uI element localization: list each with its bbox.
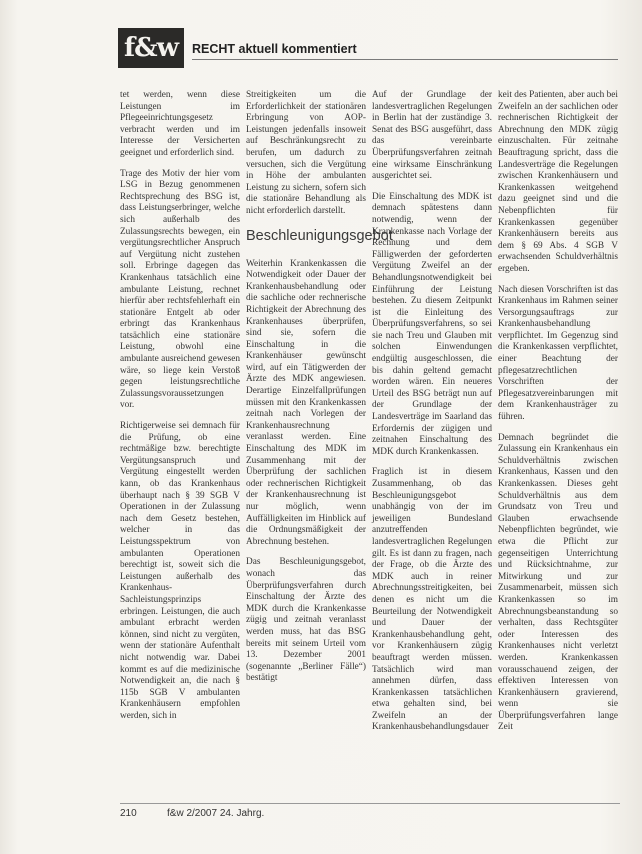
paragraph: Fraglich ist in diesem Zusammenhang, ob das Beschleunigungsgebot unabhängig von der im jeweiligen Bundesland anzutreffenden landesvertraglichen Regelungen gilt. Es ist dann zu fragen, nach der Frage, ob die Ärzte des MDK auch in reiner Abrechnungsstreitigkeiten, bei denen es nicht um die Beurteilung der Notwendigkeit und Dauer der Krankenhausbehandlung geht, vor Krankenhäusern zügig beauftragt werden müssen. Tatsächlich wird man annehmen dürfen, dass Krankenkassen tatsächlichen etwa gehalten sind, bei Zweifeln an der Krankenhausbehandlungsdauer <box>372 467 492 733</box>
paragraph: Die Einschaltung des MDK ist demnach spätestens dann notwendig, wenn der Krankenkasse nach Vorlage der Rechnung und dem Fälligwerden der geforderten Vergütung Zweifel an der Behandlungsnotwendigkeit bei Einführung der Leistung bestehen. Zu diesem Zeitpunkt ist die Einleitung des Überprüfungsverfahrens, so sei sie nach Treu und Glauben mit solchen Einwendungen endgültig ausgeschlossen, die bis dahin geltend gemacht worden wären. Ein neueres Urteil des BSG beträgt nun auf der Grundlage der Landesverträge im Saarland das Erfordernis der zügigen und zeitnahen Einschaltung des MDK durch Krankenkassen. <box>372 191 492 457</box>
subheading: Beschleunigungsgebot <box>246 227 393 244</box>
section-title: RECHT aktuell kommentiert <box>192 42 357 56</box>
paragraph: keit des Patienten, aber auch bei Zweifeln an der sachlichen oder rechnerischen Richtigkeit der Abrechnung den MDK zügig einzuschalten. Für zeitnahe Beauftragung spricht, dass die Landesverträge die Regelungen zwischen Krankenhäusern und Krankenkassen weitgehend dazu geeignet sind und die Nebenpflichten für Krankenkassen gegenüber Krankenhäusern bereits aus dem § 69 Abs. 4 SGB V erwachsenden Schuldverhältnis ergeben. <box>498 90 618 274</box>
paragraph: tet werden, wenn diese Leistungen im Pflegeeinrichtungsgesetz verbracht werden und im Interesse der Versicherten geeignet und erforderlich sind. <box>120 90 240 158</box>
page-number: 210 <box>120 808 137 819</box>
paragraph: Streitigkeiten um die Erforderlichkeit der stationären Erbringung von AOP-Leistungen jedenfalls insoweit auf Beschränkungsrecht zu berufen, um dadurch zu versuchen, sich die Vergütung in Höhe der ambulanten Leistung zu sichern, sofern sich die stationäre Behandlung als nicht erforderlich darstellt. <box>246 90 366 216</box>
paragraph: Weiterhin Krankenkassen die Notwendigkeit oder Dauer der Krankenhausbehandlung oder die sachliche oder rechnerische Richtigkeit der Abrechnung des Krankenhauses überprüfen, sind sie, sofern die Einschaltung in die Krankenhäuser gewünscht wird, auf ein Tätigwerden der Ärzte des MDK angewiesen. Derartige Einzelfallprüfungen müssen mit den Krankenkassen zeitnah nach Vorlegen der Krankenhausrechnung veranlasst werden. Eine Einschaltung des MDK im Zusammenhang mit der Überprüfung der sachlichen oder rechnerischen Richtigkeit der Krankenhausrechnung ist nur möglich, wenn Auffälligkeiten im Hinblick auf die Ordnungsmäßigkeit der Abrechnung bestehen. <box>246 258 366 547</box>
paragraph: Richtigerweise sei demnach für die Prüfung, ob eine rechtmäßige bzw. berechtigte Vergütungsanspruch und Vergütung eingestellt werden kann, ob das Krankenhaus überhaupt nach § 39 SGB V Operationen in der Zulassung nach dem Gesetz bestehen, welcher in das Leistungsspektrum von ambulanten Operationen berechtigt ist, soweit sich die Leistungen außerhalb des Krankenhaus-Sachleistungsprinzips erbringen. Leistungen, die auch ambulant erbracht werden können, sind nicht zu vergüten, wenn der stationäre Aufenthalt nicht notwendig war. Dabei kommt es auf die medizinische Notwendigkeit an, die nach § 115b SGB V ambulanten Krankenhäusern empfohlen werden, sich in <box>120 421 240 721</box>
journal-logo: f&w <box>118 28 184 68</box>
page-footer <box>120 808 620 824</box>
paragraph: Demnach begründet die Zulassung ein Krankenhaus ein Schuldverhältnis zwischen Krankenhaus, Kassen und den Krankenkassen. Dieses geht Schuldverhältnis aus dem Grundsatz von Treu und Glauben erwachsende Nebenpflichten begründet, wie etwa die Pflicht zur gegenseitigen Unterrichtung und Rücksichtnahme, zur Mitwirkung und zur Zusammenarbeit, müssen sich Krankenkassen so im Abrechnungsbeanstandung so verhalten, dass Rechtsgüter oder Interessen des Krankenhauses nicht verletzt werden. Krankenkassen vorausschauend zeigen, der effektiven Interessen von Krankenhäusern gravierend, wenn sie Überprüfungsverfahren lange Zeit <box>498 432 618 733</box>
paragraph: Nach diesen Vorschriften ist das Krankenhaus im Rahmen seiner Versorgungsauftrags zur Krankenhausbehandlung verpflichtet. Im Gegenzug sind die Krankenkassen verpflichtet, einer Beachtung der pflegesatzrechtlichen Vorschriften der Pflegesatzvereinbarungen mit dem Krankenhausträger zu führen. <box>498 284 618 423</box>
column-2 <box>246 90 393 798</box>
column-3 <box>372 90 492 798</box>
footer-rule <box>120 803 620 804</box>
column-1 <box>120 90 240 798</box>
column-4 <box>498 90 618 798</box>
article-body <box>120 90 620 798</box>
paragraph: Das Beschleunigungsgebot, wonach das Überprüfungsverfahren durch Einschaltung der Ärzte des MDK durch die Krankenkasse zügig und zeitnah veranlasst werden muss, hat das BSG bereits mit seinem Urteil vom 13. Dezember 2001 (sogenannte „Berliner Fälle“) bestätigt <box>246 557 366 684</box>
page-header <box>118 28 618 70</box>
paragraph: Auf der Grundlage der landesvertraglichen Regelungen in Berlin hat der zuständige 3. Senat des BSG ausgeführt, dass das vereinbarte Überprüfungsverfahren zeitnah eine wirksame Einschränkung ausgerichtet sei. <box>372 90 492 182</box>
header-rule <box>192 59 618 60</box>
paragraph: Trage des Motiv der hier vom LSG in Bezug genommenen Rechtsprechung des BSG ist, dass Leistungserbringer, welche sich außerhalb des Zulassungsrechts bewegen, ein vergütungsrechtlicher Anspruch auf Vergütung nicht zustehen soll. Erbringe dagegen das Krankenhaus tatsächlich eine ambulante Leistung, rechnet hierfür aber rechtsfehlerhaft ein stationäre Entgelt ab oder erbringt das Krankenhaus tatsächlich eine stationäre Leistung, obwohl eine ambulante ausreichend gewesen wäre, so liege kein Verstoß gegen leistungsrechtliche Zulassungsvoraussetzungen vor. <box>120 168 240 411</box>
issue-label: f&w 2/2007 24. Jahrg. <box>167 808 265 819</box>
